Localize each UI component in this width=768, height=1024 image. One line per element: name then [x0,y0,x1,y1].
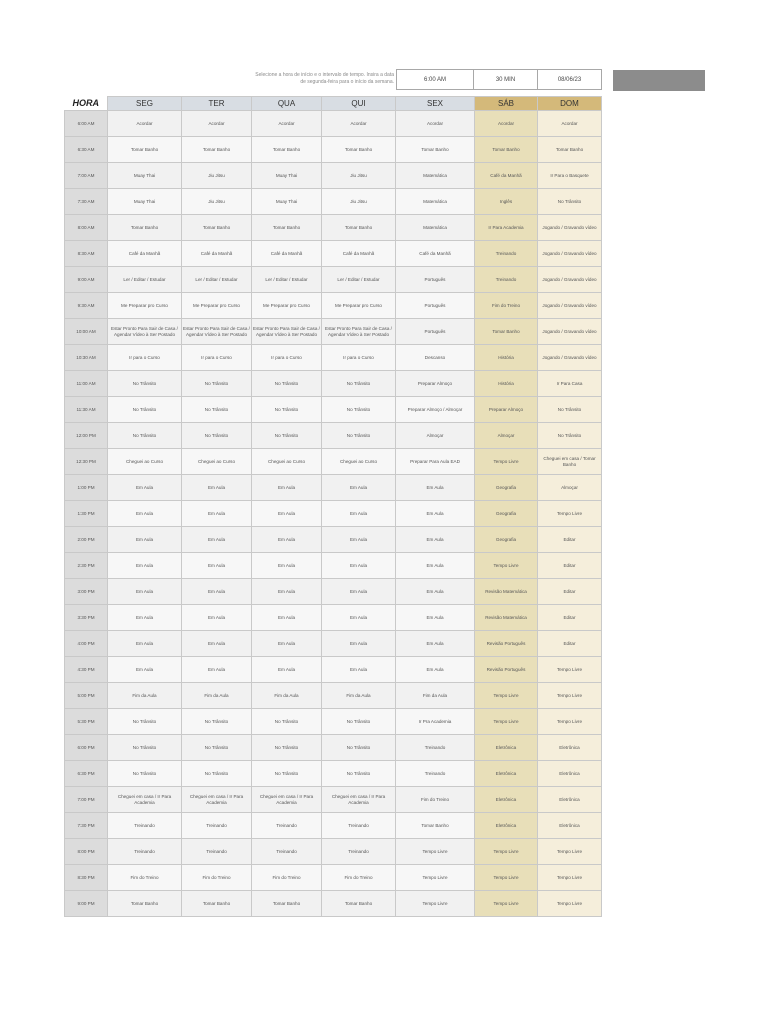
schedule-cell-dom[interactable]: Tempo Livre [538,501,602,527]
schedule-cell-qua[interactable]: Ir para o Curso [252,345,322,371]
time-cell: 2:30 PM [65,553,108,579]
schedule-cell-ter[interactable]: Em Aula [182,527,252,553]
schedule-cell-ter[interactable]: No Trânsito [182,397,252,423]
start-time-input[interactable]: 6:00 AM [396,69,474,90]
schedule-cell-seg[interactable]: Ler / Editar / Estudar [108,267,182,293]
time-cell: 9:30 AM [65,293,108,319]
schedule-cell-sab[interactable]: Tomar Banho [475,137,538,163]
schedule-cell-dom[interactable]: Jogando / Gravando vídeo [538,215,602,241]
schedule-cell-sex[interactable]: Almoçar [396,423,475,449]
schedule-cell-qua[interactable]: Em Aula [252,605,322,631]
table-row [65,839,602,865]
time-cell: 8:30 PM [65,865,108,891]
schedule-cell-sex[interactable]: Acordar [396,111,475,137]
schedule-cell-qua[interactable]: Cheguei ao Curso [252,449,322,475]
time-cell: 12:30 PM [65,449,108,475]
schedule-cell-dom[interactable]: Eletrônica [538,787,602,813]
schedule-cell-ter[interactable]: Em Aula [182,657,252,683]
schedule-cell-seg[interactable]: Estar Pronto Para Sair de Casa / Agendar Vídeo à Ser Postado [108,319,182,345]
schedule-cell-qui[interactable]: No Trânsito [322,423,396,449]
schedule-cell-sex[interactable]: Treinando [396,761,475,787]
time-cell: 3:30 PM [65,605,108,631]
schedule-cell-qui[interactable]: Em Aula [322,657,396,683]
schedule-cell-qua[interactable]: Ler / Editar / Estudar [252,267,322,293]
schedule-cell-dom[interactable]: Tempo Livre [538,657,602,683]
schedule-cell-ter[interactable]: Jiu Jitsu [182,163,252,189]
time-cell: 8:00 AM [65,215,108,241]
schedule-cell-dom[interactable]: Jogando / Gravando vídeo [538,241,602,267]
time-cell: 5:00 PM [65,683,108,709]
schedule-cell-dom[interactable]: No Trânsito [538,189,602,215]
schedule-cell-seg[interactable]: Em Aula [108,553,182,579]
schedule-cell-ter[interactable]: Tomar Banho [182,215,252,241]
schedule-cell-dom[interactable]: Ir Para o Basquete [538,163,602,189]
schedule-cell-seg[interactable]: Cheguei ao Curso [108,449,182,475]
schedule-cell-sex[interactable]: Matemática [396,189,475,215]
schedule-cell-qui[interactable]: No Trânsito [322,735,396,761]
time-cell: 6:00 PM [65,735,108,761]
schedule-cell-ter[interactable]: Fim da Aula [182,683,252,709]
schedule-cell-sex[interactable]: Tomar Banho [396,137,475,163]
time-cell: 11:00 AM [65,371,108,397]
schedule-cell-sab[interactable]: Café da Manhã [475,163,538,189]
schedule-cell-seg[interactable]: Muay Thai [108,163,182,189]
schedule-cell-qua[interactable]: Treinando [252,839,322,865]
schedule-cell-qui[interactable]: No Trânsito [322,709,396,735]
table-row [65,111,602,137]
schedule-cell-sab[interactable]: Treinando [475,267,538,293]
schedule-cell-sex[interactable]: Em Aula [396,605,475,631]
schedule-cell-sex[interactable]: Em Aula [396,657,475,683]
schedule-cell-qua[interactable]: No Trânsito [252,709,322,735]
table-row [65,761,602,787]
time-cell: 10:00 AM [65,319,108,345]
schedule-cell-sex[interactable]: Matemática [396,163,475,189]
time-cell: 9:00 AM [65,267,108,293]
schedule-cell-sex[interactable]: Preparar Almoço [396,371,475,397]
schedule-cell-seg[interactable]: Treinando [108,839,182,865]
schedule-cell-qua[interactable]: Estar Pronto Para Sair de Casa / Agendar Vídeo à Ser Postado [252,319,322,345]
schedule-cell-sab[interactable]: Revisão Matemática [475,579,538,605]
schedule-cell-qui[interactable]: Em Aula [322,631,396,657]
schedule-cell-dom[interactable]: Jogando / Gravando vídeo [538,267,602,293]
table-row [65,137,602,163]
time-cell: 6:30 AM [65,137,108,163]
schedule-cell-ter[interactable]: Ir para o Curso [182,345,252,371]
schedule-cell-dom[interactable]: Ir Para Casa [538,371,602,397]
schedule-cell-ter[interactable]: Ler / Editar / Estudar [182,267,252,293]
schedule-cell-ter[interactable]: Tomar Banho [182,137,252,163]
schedule-cell-sab[interactable]: Eletrônica [475,813,538,839]
time-cell: 8:00 PM [65,839,108,865]
schedule-cell-ter[interactable]: No Trânsito [182,761,252,787]
table-row [65,657,602,683]
table-row [65,553,602,579]
schedule-cell-qua[interactable]: Café da Manhã [252,241,322,267]
schedule-cell-seg[interactable]: Me Preparar pro Curso [108,293,182,319]
schedule-cell-qui[interactable]: Tomar Banho [322,891,396,917]
schedule-cell-ter[interactable]: Cheguei ao Curso [182,449,252,475]
schedule-cell-qua[interactable]: Acordar [252,111,322,137]
schedule-cell-ter[interactable]: Me Preparar pro Curso [182,293,252,319]
schedule-cell-seg[interactable]: No Trânsito [108,735,182,761]
schedule-cell-qui[interactable]: Café da Manhã [322,241,396,267]
schedule-cell-qua[interactable]: Tomar Banho [252,137,322,163]
schedule-cell-qua[interactable]: No Trânsito [252,735,322,761]
schedule-cell-dom[interactable]: Eletrônica [538,813,602,839]
table-row [65,579,602,605]
table-row [65,423,602,449]
day-header-dom: DOM [538,97,602,111]
schedule-cell-qua[interactable]: Muay Thai [252,163,322,189]
schedule-cell-sex[interactable]: Tempo Livre [396,891,475,917]
table-row [65,215,602,241]
schedule-cell-sab[interactable]: Geografia [475,501,538,527]
instruction-text: Selecione a hora de início e o intervalo de tempo. Insira a data de segunda-feira para o início da semana. [255,72,394,85]
schedule-cell-sex[interactable]: Matemática [396,215,475,241]
schedule-cell-sex[interactable]: Português [396,319,475,345]
schedule-cell-qua[interactable]: Fim do Treino [252,865,322,891]
schedule-cell-sex[interactable]: Descanso [396,345,475,371]
schedule-cell-dom[interactable]: Tempo Livre [538,683,602,709]
schedule-cell-dom[interactable]: Editar [538,579,602,605]
schedule-cell-qua[interactable]: Me Preparar pro Curso [252,293,322,319]
schedule-cell-qui[interactable]: Cheguei ao Curso [322,449,396,475]
schedule-cell-seg[interactable]: No Trânsito [108,761,182,787]
time-cell: 12:00 PM [65,423,108,449]
schedule-cell-ter[interactable]: No Trânsito [182,709,252,735]
schedule-cell-qui[interactable]: Em Aula [322,579,396,605]
schedule-cell-seg[interactable]: Fim da Aula [108,683,182,709]
schedule-cell-qui[interactable]: No Trânsito [322,371,396,397]
schedule-cell-qua[interactable]: Cheguei em casa / Ir Para Academia [252,787,322,813]
time-cell: 1:30 PM [65,501,108,527]
schedule-cell-qui[interactable]: Ir para o Curso [322,345,396,371]
schedule-cell-ter[interactable]: Treinando [182,839,252,865]
schedule-cell-ter[interactable]: Tomar Banho [182,891,252,917]
day-header-sab: SÁB [475,97,538,111]
schedule-cell-qui[interactable]: Acordar [322,111,396,137]
schedule-cell-sex[interactable]: Fim do Treino [396,787,475,813]
schedule-cell-ter[interactable]: Acordar [182,111,252,137]
time-cell: 7:00 AM [65,163,108,189]
schedule-cell-dom[interactable]: Cheguei em casa / Tomar Banho [538,449,602,475]
schedule-cell-dom[interactable]: Tempo Livre [538,709,602,735]
schedule-cell-seg[interactable]: No Trânsito [108,709,182,735]
schedule-cell-sab[interactable]: Preparar Almoço [475,397,538,423]
time-cell: 2:00 PM [65,527,108,553]
schedule-cell-sex[interactable]: Em Aula [396,553,475,579]
schedule-cell-qua[interactable]: Em Aula [252,631,322,657]
weekly-schedule-table [64,96,602,917]
schedule-cell-sab[interactable]: Fim do Treino [475,293,538,319]
day-header-sex: SEX [396,97,475,111]
day-header-seg: SEG [108,97,182,111]
table-row [65,475,602,501]
schedule-cell-qui[interactable]: No Trânsito [322,761,396,787]
schedule-cell-seg[interactable]: Muay Thai [108,189,182,215]
schedule-cell-sab[interactable]: Eletrônica [475,787,538,813]
time-cell: 5:30 PM [65,709,108,735]
schedule-cell-qui[interactable]: Em Aula [322,527,396,553]
schedule-cell-qui[interactable]: Em Aula [322,605,396,631]
schedule-cell-dom[interactable]: Eletrônica [538,735,602,761]
schedule-cell-sab[interactable]: Eletrônica [475,761,538,787]
schedule-cell-sab[interactable]: Tempo Livre [475,449,538,475]
schedule-cell-qua[interactable]: Em Aula [252,657,322,683]
time-cell: 7:30 PM [65,813,108,839]
schedule-cell-qua[interactable]: Tomar Banho [252,891,322,917]
schedule-cell-seg[interactable]: Café da Manhã [108,241,182,267]
schedule-cell-qua[interactable]: No Trânsito [252,761,322,787]
table-row [65,865,602,891]
schedule-cell-sab[interactable]: Almoçar [475,423,538,449]
interval-input[interactable]: 30 MIN [474,69,538,90]
schedule-cell-qua[interactable]: No Trânsito [252,397,322,423]
table-row [65,293,602,319]
schedule-cell-sab[interactable]: Tomar Banho [475,319,538,345]
schedule-cell-sab[interactable]: Inglês [475,189,538,215]
table-row [65,189,602,215]
time-cell: 10:30 AM [65,345,108,371]
schedule-cell-ter[interactable]: Treinando [182,813,252,839]
time-cell: 7:00 PM [65,787,108,813]
table-row [65,449,602,475]
table-row [65,709,602,735]
schedule-cell-qua[interactable]: Em Aula [252,501,322,527]
schedule-cell-ter[interactable]: Em Aula [182,475,252,501]
schedule-cell-sab[interactable]: Tempo Livre [475,683,538,709]
schedule-cell-qui[interactable]: Tomar Banho [322,215,396,241]
time-cell: 11:30 AM [65,397,108,423]
schedule-cell-ter[interactable]: Estar Pronto Para Sair de Casa / Agendar Vídeo à Ser Postado [182,319,252,345]
table-row [65,683,602,709]
schedule-cell-dom[interactable]: Jogando / Gravando vídeo [538,345,602,371]
week-start-date-input[interactable]: 08/06/23 [538,69,602,90]
schedule-cell-qua[interactable]: Treinando [252,813,322,839]
schedule-cell-seg[interactable]: No Trânsito [108,371,182,397]
schedule-cell-dom[interactable]: Eletrônica [538,761,602,787]
schedule-cell-sex[interactable]: Em Aula [396,631,475,657]
schedule-cell-qua[interactable]: No Trânsito [252,371,322,397]
schedule-cell-qua[interactable]: Muay Thai [252,189,322,215]
time-cell: 1:00 PM [65,475,108,501]
time-cell: 4:30 PM [65,657,108,683]
schedule-cell-seg[interactable]: Tomar Banho [108,215,182,241]
schedule-cell-sex[interactable]: Em Aula [396,579,475,605]
schedule-cell-sex[interactable]: Treinando [396,735,475,761]
gray-block [613,70,705,91]
table-row [65,735,602,761]
schedule-cell-dom[interactable]: No Trânsito [538,423,602,449]
table-row [65,501,602,527]
schedule-cell-seg[interactable]: Ir para o Curso [108,345,182,371]
table-row [65,319,602,345]
schedule-cell-sab[interactable]: Ir Para Academia [475,215,538,241]
schedule-cell-seg[interactable]: Acordar [108,111,182,137]
schedule-cell-dom[interactable]: Tempo Livre [538,839,602,865]
schedule-cell-qua[interactable]: Em Aula [252,579,322,605]
schedule-cell-qui[interactable]: Me Preparar pro Curso [322,293,396,319]
schedule-cell-qui[interactable]: Fim da Aula [322,683,396,709]
schedule-cell-sex[interactable]: Ir Pra Academia [396,709,475,735]
schedule-cell-qui[interactable]: Em Aula [322,475,396,501]
schedule-cell-sex[interactable]: Tempo Livre [396,839,475,865]
schedule-cell-sex[interactable]: Café da Manhã [396,241,475,267]
schedule-cell-seg[interactable]: Em Aula [108,579,182,605]
schedule-cell-ter[interactable]: No Trânsito [182,735,252,761]
schedule-cell-qui[interactable]: No Trânsito [322,397,396,423]
schedule-cell-seg[interactable]: Em Aula [108,527,182,553]
table-row [65,345,602,371]
schedule-cell-qui[interactable]: Ler / Editar / Estudar [322,267,396,293]
schedule-cell-dom[interactable]: Jogando / Gravando vídeo [538,293,602,319]
schedule-cell-sab[interactable]: Tempo Livre [475,891,538,917]
schedule-cell-ter[interactable]: Em Aula [182,501,252,527]
schedule-cell-dom[interactable]: No Trânsito [538,397,602,423]
time-cell: 3:00 PM [65,579,108,605]
day-header-ter: TER [182,97,252,111]
schedule-cell-sab[interactable]: Geografia [475,475,538,501]
schedule-cell-sab[interactable]: História [475,371,538,397]
schedule-cell-sab[interactable]: Tempo Livre [475,865,538,891]
table-row [65,267,602,293]
schedule-cell-ter[interactable]: Em Aula [182,605,252,631]
schedule-cell-qua[interactable]: Fim da Aula [252,683,322,709]
table-row [65,813,602,839]
schedule-cell-seg[interactable]: No Trânsito [108,397,182,423]
schedule-cell-dom[interactable]: Editar [538,527,602,553]
table-row [65,527,602,553]
schedule-cell-qui[interactable]: Estar Pronto Para Sair de Casa / Agendar Vídeo à Ser Postado [322,319,396,345]
schedule-cell-sab[interactable]: Tempo Livre [475,839,538,865]
schedule-cell-qui[interactable]: Treinando [322,839,396,865]
schedule-cell-dom[interactable]: Tempo Livre [538,865,602,891]
schedule-cell-qui[interactable]: Tomar Banho [322,137,396,163]
schedule-cell-qua[interactable]: Em Aula [252,553,322,579]
schedule-cell-dom[interactable]: Editar [538,631,602,657]
table-row [65,371,602,397]
schedule-cell-seg[interactable]: Em Aula [108,475,182,501]
schedule-cell-ter[interactable]: Fim do Treino [182,865,252,891]
schedule-cell-dom[interactable]: Editar [538,605,602,631]
table-row [65,241,602,267]
schedule-cell-seg[interactable]: No Trânsito [108,423,182,449]
schedule-cell-qui[interactable]: Jiu Jitsu [322,189,396,215]
schedule-cell-sab[interactable]: Revisão Matemática [475,605,538,631]
table-row [65,397,602,423]
schedule-cell-ter[interactable]: Em Aula [182,553,252,579]
schedule-cell-sex[interactable]: Tomar Banho [396,813,475,839]
schedule-cell-ter[interactable]: Café da Manhã [182,241,252,267]
hora-header: HORA [65,97,108,111]
header-row [65,97,602,111]
schedule-cell-qua[interactable]: Em Aula [252,475,322,501]
schedule-cell-qui[interactable]: Cheguei em casa / Ir Para Academia [322,787,396,813]
schedule-cell-sex[interactable]: Preparar Almoço / Almoçar [396,397,475,423]
day-header-qua: QUA [252,97,322,111]
schedule-cell-dom[interactable]: Tomar Banho [538,137,602,163]
schedule-cell-seg[interactable]: Em Aula [108,501,182,527]
time-cell: 6:30 PM [65,761,108,787]
schedule-cell-qua[interactable]: Tomar Banho [252,215,322,241]
schedule-cell-qua[interactable]: Em Aula [252,527,322,553]
schedule-cell-qui[interactable]: Em Aula [322,553,396,579]
schedule-cell-sab[interactable]: Tempo Livre [475,709,538,735]
schedule-cell-qui[interactable]: Fim do Treino [322,865,396,891]
table-row [65,631,602,657]
schedule-cell-ter[interactable]: Em Aula [182,579,252,605]
day-header-qui: QUI [322,97,396,111]
schedule-cell-dom[interactable]: Editar [538,553,602,579]
schedule-cell-sab[interactable]: Acordar [475,111,538,137]
schedule-cell-sex[interactable]: Português [396,267,475,293]
schedule-cell-sex[interactable]: Preparar Para Aula EAD [396,449,475,475]
schedule-cell-ter[interactable]: No Trânsito [182,371,252,397]
schedule-cell-ter[interactable]: Cheguei em casa / Ir Para Academia [182,787,252,813]
schedule-cell-qui[interactable]: Em Aula [322,501,396,527]
time-cell: 4:00 PM [65,631,108,657]
schedule-cell-seg[interactable]: Tomar Banho [108,137,182,163]
table-row [65,891,602,917]
schedule-cell-ter[interactable]: Jiu Jitsu [182,189,252,215]
schedule-cell-sex[interactable]: Tempo Livre [396,865,475,891]
schedule-cell-dom[interactable]: Tempo Livre [538,891,602,917]
schedule-cell-qua[interactable]: No Trânsito [252,423,322,449]
schedule-cell-sab[interactable]: Geografia [475,527,538,553]
schedule-cell-dom[interactable]: Acordar [538,111,602,137]
schedule-cell-sex[interactable]: Em Aula [396,527,475,553]
time-cell: 7:30 AM [65,189,108,215]
schedule-cell-qui[interactable]: Jiu Jitsu [322,163,396,189]
schedule-cell-seg[interactable]: Treinando [108,813,182,839]
schedule-cell-sex[interactable]: Em Aula [396,501,475,527]
schedule-cell-dom[interactable]: Jogando / Gravando vídeo [538,319,602,345]
schedule-cell-seg[interactable]: Tomar Banho [108,891,182,917]
table-row [65,163,602,189]
schedule-cell-sab[interactable]: Revisão Português [475,657,538,683]
schedule-cell-seg[interactable]: Em Aula [108,631,182,657]
schedule-cell-seg[interactable]: Em Aula [108,657,182,683]
schedule-cell-sab[interactable]: Tempo Livre [475,553,538,579]
schedule-cell-sex[interactable]: Em Aula [396,475,475,501]
schedule-cell-sab[interactable]: História [475,345,538,371]
schedule-cell-sab[interactable]: Revisão Português [475,631,538,657]
time-cell: 6:00 AM [65,111,108,137]
table-row [65,605,602,631]
schedule-cell-ter[interactable]: No Trânsito [182,423,252,449]
schedule-cell-seg[interactable]: Fim do Treino [108,865,182,891]
schedule-cell-sex[interactable]: Fim da Aula [396,683,475,709]
schedule-cell-sab[interactable]: Eletrônica [475,735,538,761]
schedule-cell-dom[interactable]: Almoçar [538,475,602,501]
schedule-cell-seg[interactable]: Cheguei em casa / Ir Para Academia [108,787,182,813]
time-cell: 8:30 AM [65,241,108,267]
schedule-cell-sex[interactable]: Português [396,293,475,319]
schedule-cell-qui[interactable]: Treinando [322,813,396,839]
table-row [65,787,602,813]
time-cell: 9:00 PM [65,891,108,917]
schedule-cell-seg[interactable]: Em Aula [108,605,182,631]
schedule-cell-ter[interactable]: Em Aula [182,631,252,657]
schedule-cell-sab[interactable]: Treinando [475,241,538,267]
